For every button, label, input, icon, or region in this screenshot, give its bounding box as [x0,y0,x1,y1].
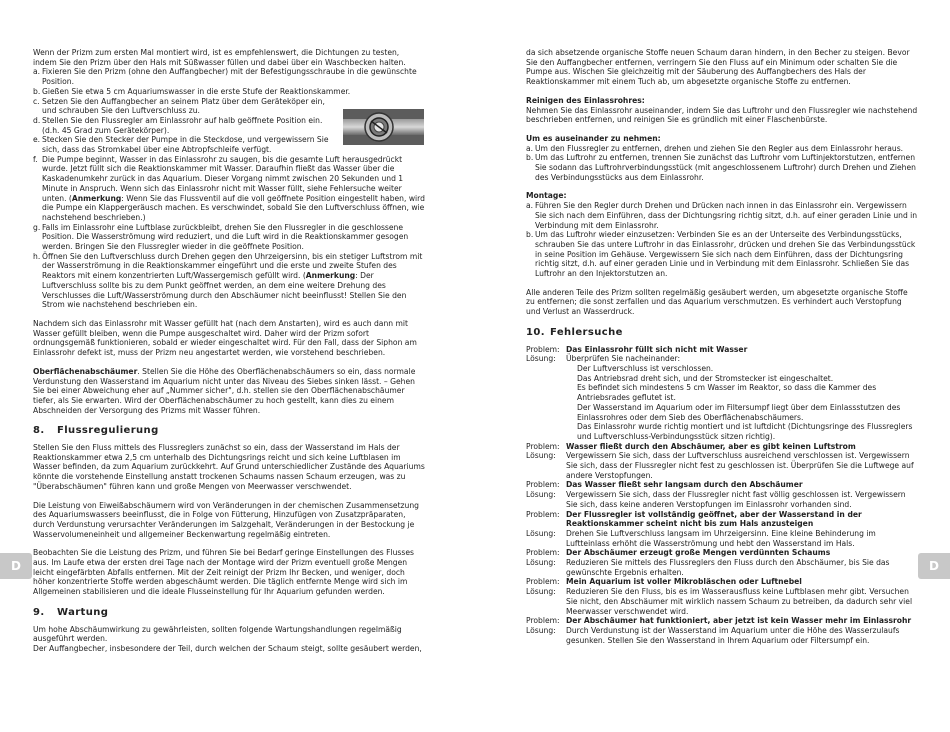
problem-5: Problem: Der Abschäumer erzeugt große Mengen verdünnten Schaums [526,548,831,558]
step-d: d. Stellen Sie den Flussregler am Einlassrohr auf halb geöffnete Position ein. (d.h. 45 Grad zum Gerätekörper). [33,115,323,135]
solution-5: Lösung: Reduzieren Sie mittels des Flussreglers den Fluss durch den Abschäumer, bis Sie das gewünschte Ergebnis erhalten. [526,558,890,577]
after-start-paragraph: Nachdem sich das Einlassrohr mit Wasser gefüllt hat (nach dem Anstarten), wird es auch dann mit Wasser gefüllt bleiben, wenn die Pumpe ausgeschaltet wird. Daher wird der Prizm sofort ordnungsgemäß funktionieren, sobald er wieder eingeschaltet wird. Für den Fall, dass der Siphon am Einlassrohr defekt ist, muss der Prizm neu angestartet werden, wie vorstehend beschrieben. [33,318,417,358]
solution-1-item: Der Wasserstand im Aquarium oder im Filtersumpf liegt über dem Einlassstutzen des Einlassrohres oder dem Sieb des Oberflächenabschäumers. [577,402,901,422]
right-column [526,48,918,645]
surface-skimmer-paragraph: Oberflächenabschäumer. Stellen Sie die Höhe des Oberflächenabschäumers so ein, dass normale Verdunstung den Wasserstand im Aquarium nicht unter das Niveau des Siebes sinken lässt. – Gehen Sie bei einer Abweichung eher auf „Nummer sicher", d.h. stellen sie den Oberflächenabschäumer tiefer, als Sie erwarten. Wird der Oberflächenabschäumer zu hoch gestellt, kann dies zu einem Abschneiden der Versorgung des Prizms mit Wasser führen. [33,366,416,415]
flow-regulator-photo [343,109,424,145]
steps-list [33,67,425,310]
cleaning-inlet-text: Nehmen Sie das Einlassrohr auseinander, indem Sie das Luftrohr und den Flussregler wie nachstehend beschrieben entfernen, und reinigen Sie es gründlich mit einer Flaschenbürste. [526,105,918,125]
solution-1-item: Das Einlassrohr wurde richtig montiert und ist luftdicht (Dichtungsringe des Flussreglers und Luftverschluss-Verbindungsstück sitzen richtig). [577,422,913,441]
solution-1-item: Es befindet sich mindestens 5 cm Wasser im Reaktor, so dass die Kammer des Antriebsrades geflutet ist. [577,383,877,403]
other-parts-paragraph: Alle anderen Teile des Prizm sollten regelmäßig gesäubert werden, um abgesetzte organische Stoffe zu entfernen; die sonst zerfallen und das Aquarium verschmutzen. Es verhindert auch Verstopfung und Verlust an Wasserdruck. [526,287,908,317]
disassembly-title: Um es auseinander zu nehmen: [526,133,661,143]
step-c: c. Setzen Sie den Auffangbecher an seinem Platz über dem Geräteköper ein, und schrauben Sie den Luftverschluss zu. [33,96,325,116]
step-f: f. Die Pumpe beginnt, Wasser in das Einlassrohr zu saugen, bis die gesamte Luft herausgedrückt wurde. Jetzt füllt sich die Reaktionskammer mit Wasser. Daraufhin fließt das Wasser über die Kaskadenumkehr zurück in das Aquarium. Dieser Vorgang nimmt zwischen 20 Sekunden und 1 Minute in Anspruch. Wenn sich das Einlassrohr nicht mit Wasser füllt, siehe Fehlersuche weiter unten. (Anmerkung: Wenn Sie das Flussventil auf die voll geöffnete Position eingestellt haben, wird die Pumpe ein Klappergeräusch machen. Es verschwindet, sobald Sie den Luftverschluss öffnen, wie nachstehend beschrieben.) [33,154,425,222]
language-tab-right: D [918,553,950,579]
problem-1: Problem: Das Einlassrohr füllt sich nicht mit Wasser [526,344,748,354]
sec9-paragraph-1: Um hohe Abschäumwirkung zu gewährleisten, sollten folgende Wartungshandlungen regelmäßig ausgeführt werden. [33,624,402,644]
problem-6: Problem: Mein Aquarium ist voller Mikrobläschen oder Luftnebel [526,577,802,587]
step-g: g. Falls im Einlassrohr eine Luftblase zurückbleibt, drehen Sie den Flussregler in die geschlossene Position. Die Wasserströmung wird reduziert, und die Luft wird in die Reaktionskammer gesogen werden. Bringen Sie den Flussregler wieder in die geöffnete Position. [33,222,409,252]
step-b: b. Gießen Sie etwa 5 cm Aquariumswasser in die erste Stufe der Reaktionskammer. [33,86,351,96]
step-e: e. Stecken Sie den Stecker der Pumpe in die Steckdose, und vergewissern Sie sich, dass das Stromkabel über eine Abtropfschleife verfügt. [33,135,329,155]
sec8-paragraph-2: Die Leistung von Eiweißabschäumern wird von Veränderungen in der chemischen Zusammensetzung des Aquariumswassers beeinflusst, die in Folge von Fütterung, Hinzufügen von Zusatzpräparaten, durch Verdunstung verursachter Veränderungen im Salzgehalt, Veränderungen in der Bestockung je Wasservolumeneinheit und allgemeiner Beckenwartung regelmäßig eintreten. [33,500,419,539]
solution-1-item: Der Luftverschluss ist verschlossen. [577,363,714,373]
sec8-paragraph-1: Stellen Sie den Fluss mittels des Flussreglers zunächst so ein, dass der Wasserstand im Hals der Reaktionskammer etwa 2,5 cm unterhalb des Dichtungsrings reicht und sich keine Luftblasen im Wasser befinden, da zum Aquarium zurückkehrt. Auf Grund unterschiedlicher Zustände des Aquariums könnte die vorstehende Einstellung anstatt trockenen Schaums nassen Schaum erzeugen, was zu "Überabschäumen" führen kann und große Mengen von Meerwasser verschwendet. [33,443,425,491]
step-a: a. Fixieren Sie den Prizm (ohne den Auffangbecher) mit der Befestigungsschraube in die gewünschte Position. [33,67,417,87]
solution-4: Lösung: Drehen Sie Luftverschluss langsam im Uhrzeigersinn. Eine kleine Behinderung im Luftteinlass erhöht die Wasserströmung und hebt den Wasserstand im Hals. [526,528,876,548]
language-tab-left: D [0,553,32,579]
intro-paragraph: Wenn der Prizm zum ersten Mal montiert wird, ist es empfehlenswert, die Dichtungen zu testen, indem Sie den Prizm über den Hals mit Süßwasser füllen und dabei über ein Waschbecken halten. [33,48,406,67]
disassembly-step-a: a. Um den Flussregler zu entfernen, drehen und ziehen Sie den Regler aus dem Einlassrohr heraus. [526,143,904,153]
sec9-paragraph-2: Der Auffangbecher, insbesondere der Teil, durch welchen der Schaum steigt, sollte gesäubert werden, [33,643,422,653]
solution-6: Lösung: Reduzieren Sie den Fluss, bis es im Wasserausfluss keine Luftblasen mehr gibt. Versuchen Sie nicht, den Abschäumer mit wirklich nassem Schaum zu betreiben, da dadurch sehr viel Meerwasser verschwendet wird. [526,587,913,616]
assembly-title: Montage: [526,191,567,201]
sec8-paragraph-3: Beobachten Sie die Leistung des Prizm, und führen Sie bei Bedarf geringe Einstellungen des Flusses aus. Im Laufe etwa der ersten drei Tage nach der Montage wird der Prizm eventuell große Mengen leicht eingefärbten Abfalls entfernen. Mit der Zeit reinigt der Prizm Ihr Becken, und weniger, doch höher konzentrierte Stoffe werden abgeschäumt werden. Die täglich entfernte Menge wird sich im Allgemeinen stabilisieren und die ideale Flusseinstellung für Ihr Aquarium gefunden werden. [33,548,414,597]
solution-2: Lösung: Vergewissern Sie sich, dass der Luftverschluss ausreichend verschlossen ist. Vergewissern Sie sich, dass der Flussregler nicht fest zu geschlossen ist. Überprüfen Sie die Luftwege auf andere Verstopfungen. [526,451,914,480]
assembly-step-b: b. Um das Luftrohr wieder einzusetzen: Verbinden Sie es an der Unterseite des Verbindungsstücks, schrauben Sie das untere Luftrohr in das Einlassrohr, drücken und drehen Sie das Verbindungsstück in seine Position im Gehäuse. Vergewissern Sie sich nach dem Einführen, dass der Dichtungsring richtig sitzt, d.h. auf einer geraden Linie und in Verbindung mit dem Einlassrohr. Schließen Sie das Luftrohr an den Injektorstutzen an. [526,230,916,279]
problem-4: Problem: Der Flussregler ist vollständig geöffnet, aber der Wasserstand in der Reaktionskammer scheint nicht bis zum Hals anzusteigen [526,509,862,529]
maintenance-continued: da sich absetzende organische Stoffe neuen Schaum daran hindern, in den Becher zu steigen. Bevor Sie den Auffangbecher entfernen, verringern Sie den Fluss auf ein Minimum oder schalten Sie die Pumpe aus. Wischen Sie gleichzeitig mit der Säuberung des Auffangbechers des Hals der Reaktionskammer mit einem Tuch ab, um abgesetzte organische Stoffe zu entfernen. [526,48,910,87]
solution-1: Lösung: Überprüfen Sie nacheinander: [526,354,681,364]
problem-7: Problem: Der Abschäumer hat funktioniert, aber jetzt ist kein Wasser mehr im Einlassrohr [526,616,912,626]
step-h: h. Öffnen Sie den Luftverschluss durch Drehen gegen den Uhrzeigersinn, bis ein stetiger Luftstrom mit der Wasserströmung in die Reaktionskammer eingeführt und die erste und zweite Stufen des Reaktors mit einem konzentrierten Luft/Wassergemisch gefüllt wird. (Anmerkung: Der Luftverschluss sollte bis zu dem Punkt geöffnet werden, an dem eine weitere Drehung des Verschlusses die Luft/Wasserströmung durch den Abschäumer nicht beeinflusst! Stellen Sie den Strom wie nachstehend beschrieben ein. [33,251,423,310]
section-8-heading: 8. Flussregulierung [33,425,159,437]
disassembly-step-b: b. Um das Luftrohr zu entfernen, trennen Sie zunächst das Luftrohr vom Luftinjektorstutzen, entfernen Sie sodann das Luftrohrverbindungsstück (mit angeschlossenem Luftrohr) durch Drehen und Ziehen des Verbindungsstücks aus dem Einlassrohr. [526,153,916,182]
solution-1-item: Das Antriebsrad dreht sich, und der Stromstecker ist eingeschaltet. [577,373,834,383]
assembly-step-a: a. Führen Sie den Regler durch Drehen und Drücken nach innen in das Einlassrohr ein. Vergewissern Sie sich nach dem Einführen, dass der Dichtungsring richtig sitzt, d.h. auf einer geraden Linie und in Verbindung mit dem Einlassrohr. [526,201,918,230]
problem-3: Problem: Das Wasser fließt sehr langsam durch den Abschäumer [526,480,803,490]
problem-2: Problem: Wasser fließt durch den Abschäumer, aber es gibt keinen Luftstrom [526,441,856,451]
solution-3: Lösung: Vergewissern Sie sich, dass der Flussregler nicht fast völlig geschlossen ist. Vergewissern Sie sich, dass keine anderen Verstopfungen im Einlassrohr vorhanden sind. [526,490,906,509]
section-9-heading: 9. Wartung [33,606,109,618]
solution-7: Lösung: Durch Verdunstung ist der Wasserstand im Aquarium unter die Höhe des Wasserzulaufs gesunken. Stellen Sie den Wasserstand in Ihrem Aquarium oder Filtersumpf ein. [526,625,900,645]
cleaning-inlet-title: Reinigen des Einlassrohres: [526,95,645,105]
section-10-heading: 10. Fehlersuche [526,326,623,338]
